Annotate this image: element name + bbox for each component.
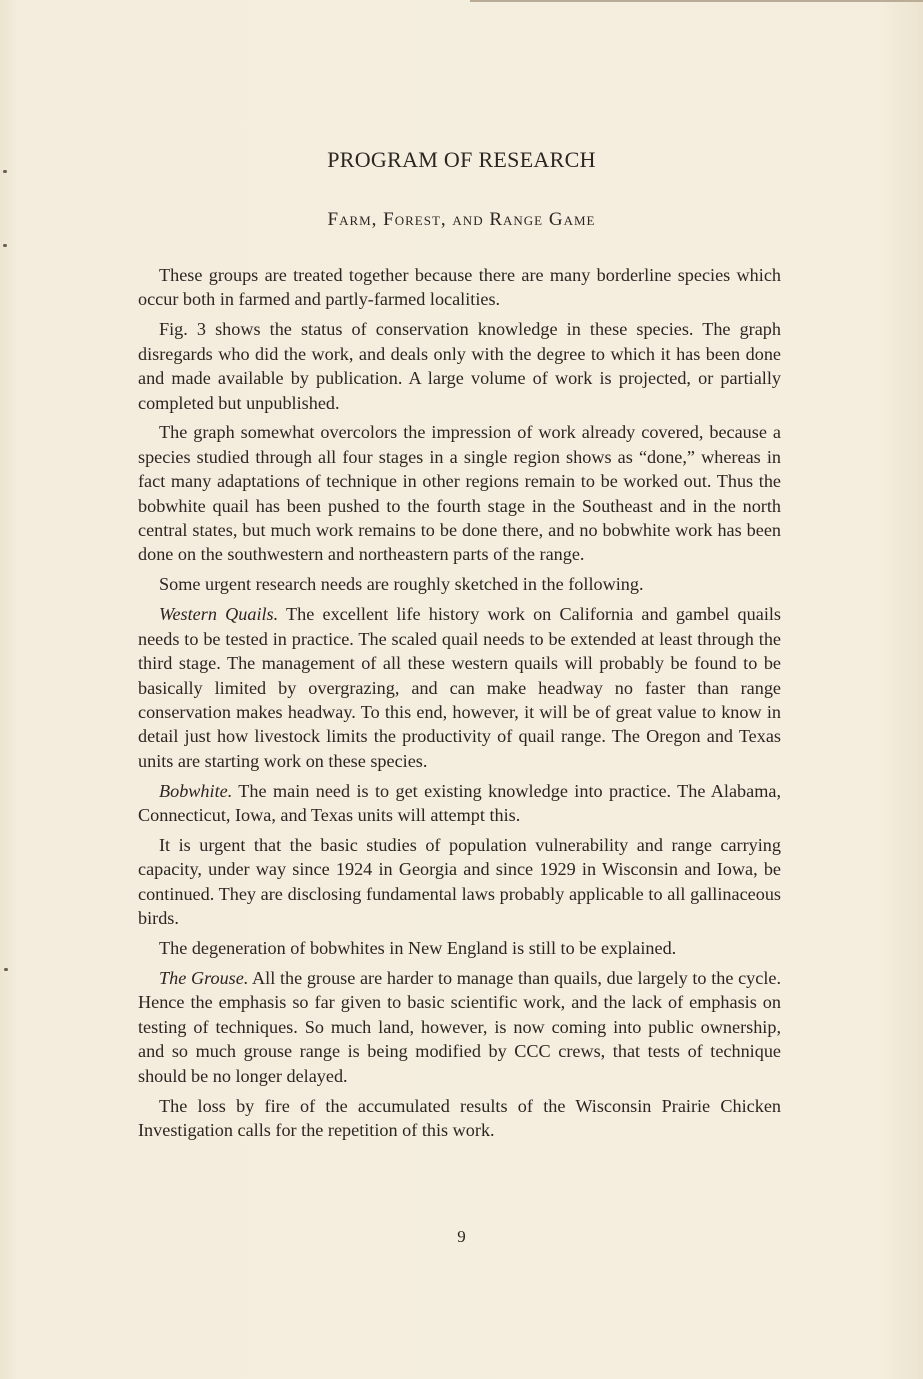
paragraph: [138, 936, 781, 960]
page-edge-rule: [470, 0, 923, 2]
paragraph: [138, 317, 781, 415]
paragraph: [138, 263, 781, 312]
run-in-heading: The Grouse.: [159, 967, 249, 988]
paragraph: [138, 966, 781, 1088]
paragraph-text: The graph somewhat overcolors the impression of work already covered, because a species studied through all four stages in a single region shows as “done,” whereas in fact many adaptations of technique in other regions remain to be worked out. Thus the bobwhite quail has been pushed to the fourth stage in the Southeast and in the north central states, but much work remains to be done there, and no bobwhite work has been done on the southwestern and northeastern parts of the range.: [138, 422, 781, 565]
paragraph-text: The excellent life history work on California and gambel quails needs to be tested in practice. The scaled quail needs to be extended at least through the third stage. The management of all these western quails will probably be found to be basically limited by overgrazing, and can make headway no faster than range conservation makes headway. To this end, however, it will be of great value to know in detail just how livestock limits the productivity of quail range. The Oregon and Texas units are starting work on these species.: [138, 604, 781, 771]
margin-speck: [4, 968, 8, 971]
margin-speck: [3, 244, 7, 247]
run-in-heading: Western Quails.: [159, 604, 279, 625]
run-in-heading: Bobwhite.: [159, 780, 233, 801]
paragraph-text: It is urgent that the basic studies of population vulnerability and range carrying capacity, under way since 1924 in Georgia and since 1929 in Wisconsin and Iowa, be continued. They are disclosing fundamental laws probably applicable to all gallinaceous birds.: [138, 834, 781, 929]
paragraph: [138, 779, 781, 828]
page-title: PROGRAM OF RESEARCH: [327, 147, 596, 172]
body-text: [138, 263, 781, 1148]
paragraph: [138, 420, 781, 566]
paragraph: [138, 833, 781, 931]
paragraph-text: These groups are treated together because there are many borderline species which occur both in farmed and partly-farmed localities.: [138, 265, 781, 310]
paragraph: [138, 1094, 781, 1143]
section-heading: Farm, Forest, and Range Game: [327, 209, 596, 230]
paragraph-text: Fig. 3 shows the status of conservation knowledge in these species. The graph disregards who did the work, and deals only with the degree to which it has been done and made available by publication. A large volume of work is projected, or partially completed but unpublished.: [138, 319, 781, 413]
paragraph-text: All the grouse are harder to manage than quails, due largely to the cycle. Hence the emphasis so far given to basic scientific work, and the lack of emphasis on testing of techniques. So much land, however, is now coming into public ownership, and so much grouse range is being modified by CCC crews, that tests of technique should be no longer delayed.: [138, 967, 781, 1086]
paragraph-text: The main need is to get existing knowledge into practice. The Alabama, Connecticut, Iowa, and Texas units will attempt this.: [138, 780, 781, 826]
paragraph-text: The loss by fire of the accumulated results of the Wisconsin Prairie Chicken Investigation calls for the repetition of this work.: [138, 1095, 781, 1140]
paragraph-text: Some urgent research needs are roughly sketched in the following.: [159, 574, 644, 595]
paragraph: [138, 602, 781, 773]
page-number: 9: [457, 1227, 466, 1246]
paragraph: [138, 572, 781, 596]
paragraph-text: The degeneration of bobwhites in New England is still to be explained.: [159, 938, 677, 959]
